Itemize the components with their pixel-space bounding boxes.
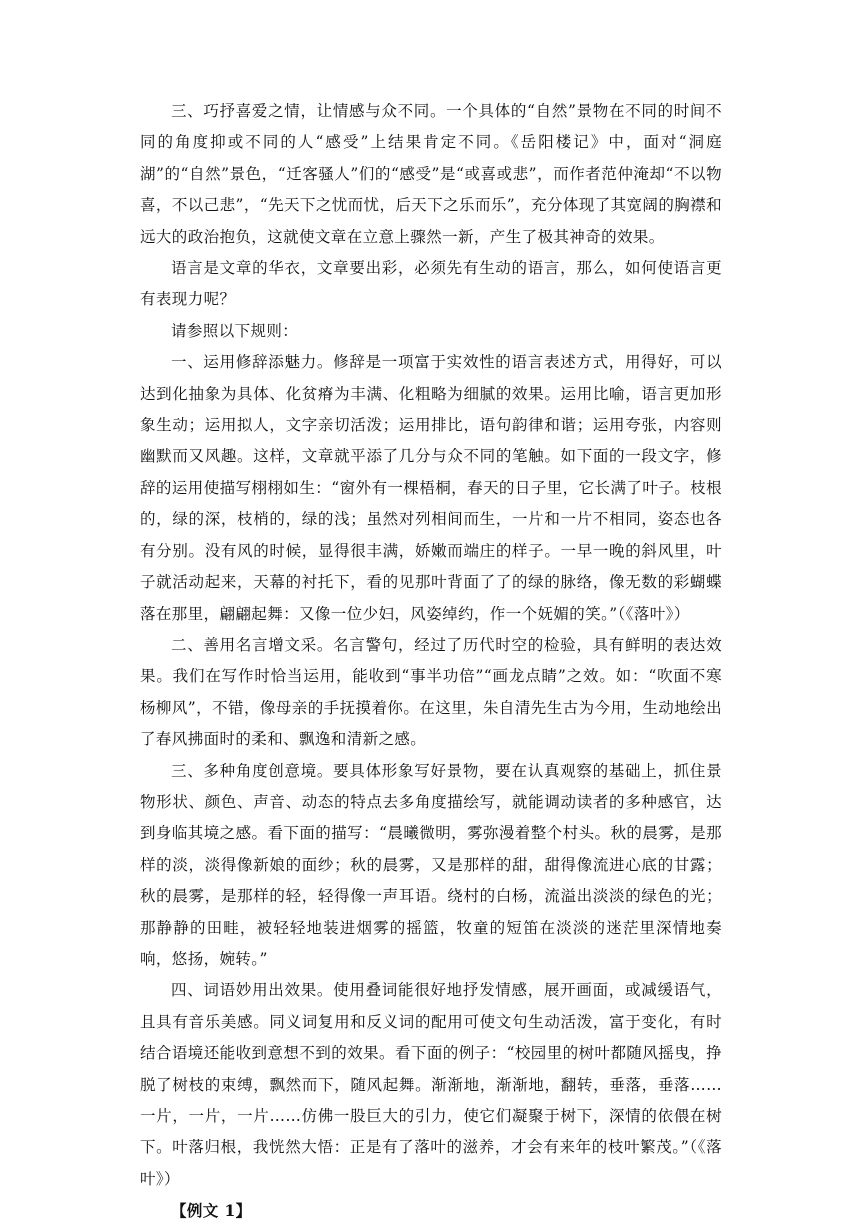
paragraph-rules-intro: 请参照以下规则： (171, 321, 299, 340)
paragraph-rule-rhetoric: 一、运用修辞添魅力。修辞是一项富于实效性的语言表述方式，用得好，可以达到化抽象为具体、化贫瘠为丰满、化粗略为细腻的效果。运用比喻，语言更加形象生动；运用拟人，文字亲切活泼；运用排比，语句韵律和谐；运用夸张，内容则幽默而又风趣。这样，文章就平添了几分与众不同的笔触。如下面的一段文字，修辞的运用使描写栩栩如生：“窗外有一棵梧桐，春天的日子里，它长满了叶子。枝根的，绿的深，枝梢的，绿的浅；虽然对列相间而生，一片和一片不相同，姿态也各有分别。没有风的时候，显得很丰满，娇嫩而端庄的样子。一早一晚的斜风里，叶子就活动起来，天幕的衬托下，看的见那叶背面了了的绿的脉络，像无数的彩蝴蝶落在那里，翩翩起舞：又像一位少妇，风姿绰约，作一个妩媚的笑。”（《落叶》） (140, 353, 722, 623)
paragraph-rule-perspectives: 三、多种角度创意境。要具体形象写好景物，要在认真观察的基础上，抓住景物形状、颜色、声音、动态的特点去多角度描绘写，就能调动读者的多种感官，达到身临其境之感。看下面的描写：“晨曦微明，雾弥漫着整个村头。秋的晨雾，是那样的淡，淡得像新娘的面纱；秋的晨雾，又是那样的甜，甜得像流进心底的甘露；秋的晨雾，是那样的轻，轻得像一声耳语。绕村的白杨，流溢出淡淡的绿色的光；那静静的田畦，被轻轻地装进烟雾的摇篮，牧童的短笛在淡淡的迷茫里深情地奏响，悠扬，婉转。” (140, 761, 722, 968)
example-heading (140, 1195, 722, 1227)
example-heading-text: 【例文 1】 (171, 1201, 252, 1221)
paragraph-express-affection: 三、巧抒喜爱之情，让情感与众不同。一个具体的“自然”景物在不同的时间不同的角度抑或不同的人“感受”上结果肯定不同。《岳阳楼记》中，面对“洞庭湖”的“自然”景色，“迁客骚人”们的“感受”是“或喜或悲”，而作者范仲淹却“不以物喜，不以己悲”，“先天下之忧而忧，后天下之乐而乐”，充分体现了其宽阔的胸襟和远大的政治抱负，这就使文章在立意上骤然一新，产生了极其神奇的效果。 (140, 102, 722, 246)
document-body (140, 96, 722, 1228)
paragraph-language-intro: 语言是文章的华衣，文章要出彩，必须先有生动的语言，那么，如何使语言更有表现力呢？ (140, 259, 722, 309)
paragraph-rule-quotes: 二、善用名言增文采。名言警句，经过了历代时空的检验，具有鲜明的表达效果。我们在写作时恰当运用，能收到“事半功倍”“画龙点睛”之效。如：“吹面不寒杨柳风”，不错，像母亲的手抚摸着你。在这里，朱自清先生古为今用，生动地绘出了春风拂面时的柔和、飘逸和清新之感。 (140, 635, 722, 749)
paragraph-rule-wording: 四、词语妙用出效果。使用叠词能很好地抒发情感，展开画面，或减缓语气，且具有音乐美感。同义词复用和反义词的配用可使文句生动活泼，富于变化，有时结合语境还能收到意想不到的效果。看下面的例子：“校园里的树叶都随风摇曳，挣脱了树枝的束缚，飘然而下，随风起舞。渐渐地，渐渐地，翻转，垂落，垂落……一片，一片，一片……仿佛一股巨大的引力，使它们凝聚于树下，深情的依偎在树下。叶落归根，我恍然大悟：正是有了落叶的滋养，才会有来年的枝叶繁茂。”（《落叶》） (140, 981, 722, 1188)
